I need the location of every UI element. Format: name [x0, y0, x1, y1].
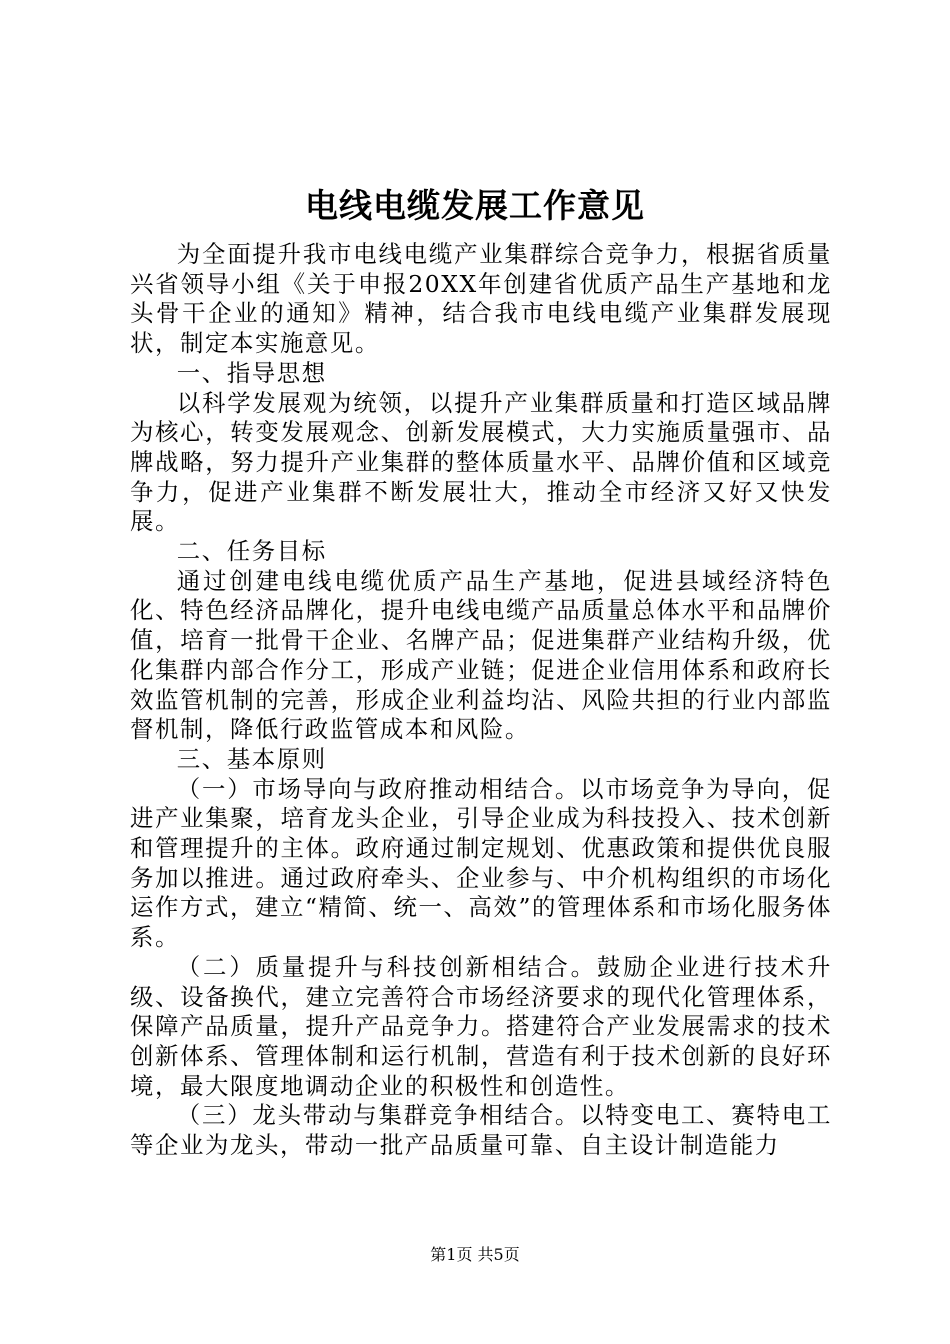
section-heading-basic-principles: 三、基本原则 [176, 744, 327, 773]
task-goals-paragraph: 通过创建电线电缆优质产品生产基地，促进县域经济特色化、特色经济品牌化，提升电线电缆产品质量总体水平和品牌价值，培育一批骨干企业、名牌产品；促进集群产业结构升级，优化集群内部合作分工，形成产业链；促进企业信用体系和政府长效监管机制的完善，形成企业利益均沾、风险共担的行业内部监督机制，降低行政监管成本和风险。 [130, 566, 832, 744]
page-title: 电线电缆发展工作意见 [305, 186, 645, 225]
guiding-ideology-paragraph: 以科学发展观为统领，以提升产业集群质量和打造区域品牌为核心，转变发展观念、创新发展模式，大力实施质量强市、品牌战略，努力提升产业集群的整体质量水平、品牌价值和区域竞争力，促进产业集群不断发展壮大，推动全市经济又好又快发展。 [130, 388, 832, 536]
principle-3-paragraph: （三）龙头带动与集群竞争相结合。以特变电工、赛特电工等企业为龙头，带动一批产品质量可靠、自主设计制造能力 [130, 1101, 832, 1160]
principle-1-paragraph: （一）市场导向与政府推动相结合。以市场竞争为导向，促进产业集聚，培育龙头企业，引导企业成为科技投入、技术创新和管理提升的主体。政府通过制定规划、优惠政策和提供优良服务加以推进。通过政府牵头、企业参与、中介机构组织的市场化运作方式，建立“精简、统一、高效”的管理体系和市场化服务体系。 [130, 774, 832, 952]
section-heading-guiding-ideology: 一、指导思想 [176, 358, 327, 387]
principle-2-paragraph: （二）质量提升与科技创新相结合。鼓励企业进行技术升级、设备换代，建立完善符合市场经济要求的现代化管理体系，保障产品质量，提升产品竞争力。搭建符合产业发展需求的技术创新体系、管理体制和运行机制，营造有利于技术创新的良好环境，最大限度地调动企业的积极性和创造性。 [130, 952, 832, 1100]
document-body [130, 240, 832, 1161]
section-heading-task-goals: 二、任务目标 [176, 537, 327, 566]
intro-paragraph: 为全面提升我市电线电缆产业集群综合竞争力，根据省质量兴省领导小组《关于申报20XX年创建省优质产品生产基地和龙头骨干企业的通知》精神，结合我市电线电缆产业集群发展现状，制定本实施意见。 [130, 240, 832, 358]
page-footer: 第1页 共5页 [430, 1245, 520, 1264]
